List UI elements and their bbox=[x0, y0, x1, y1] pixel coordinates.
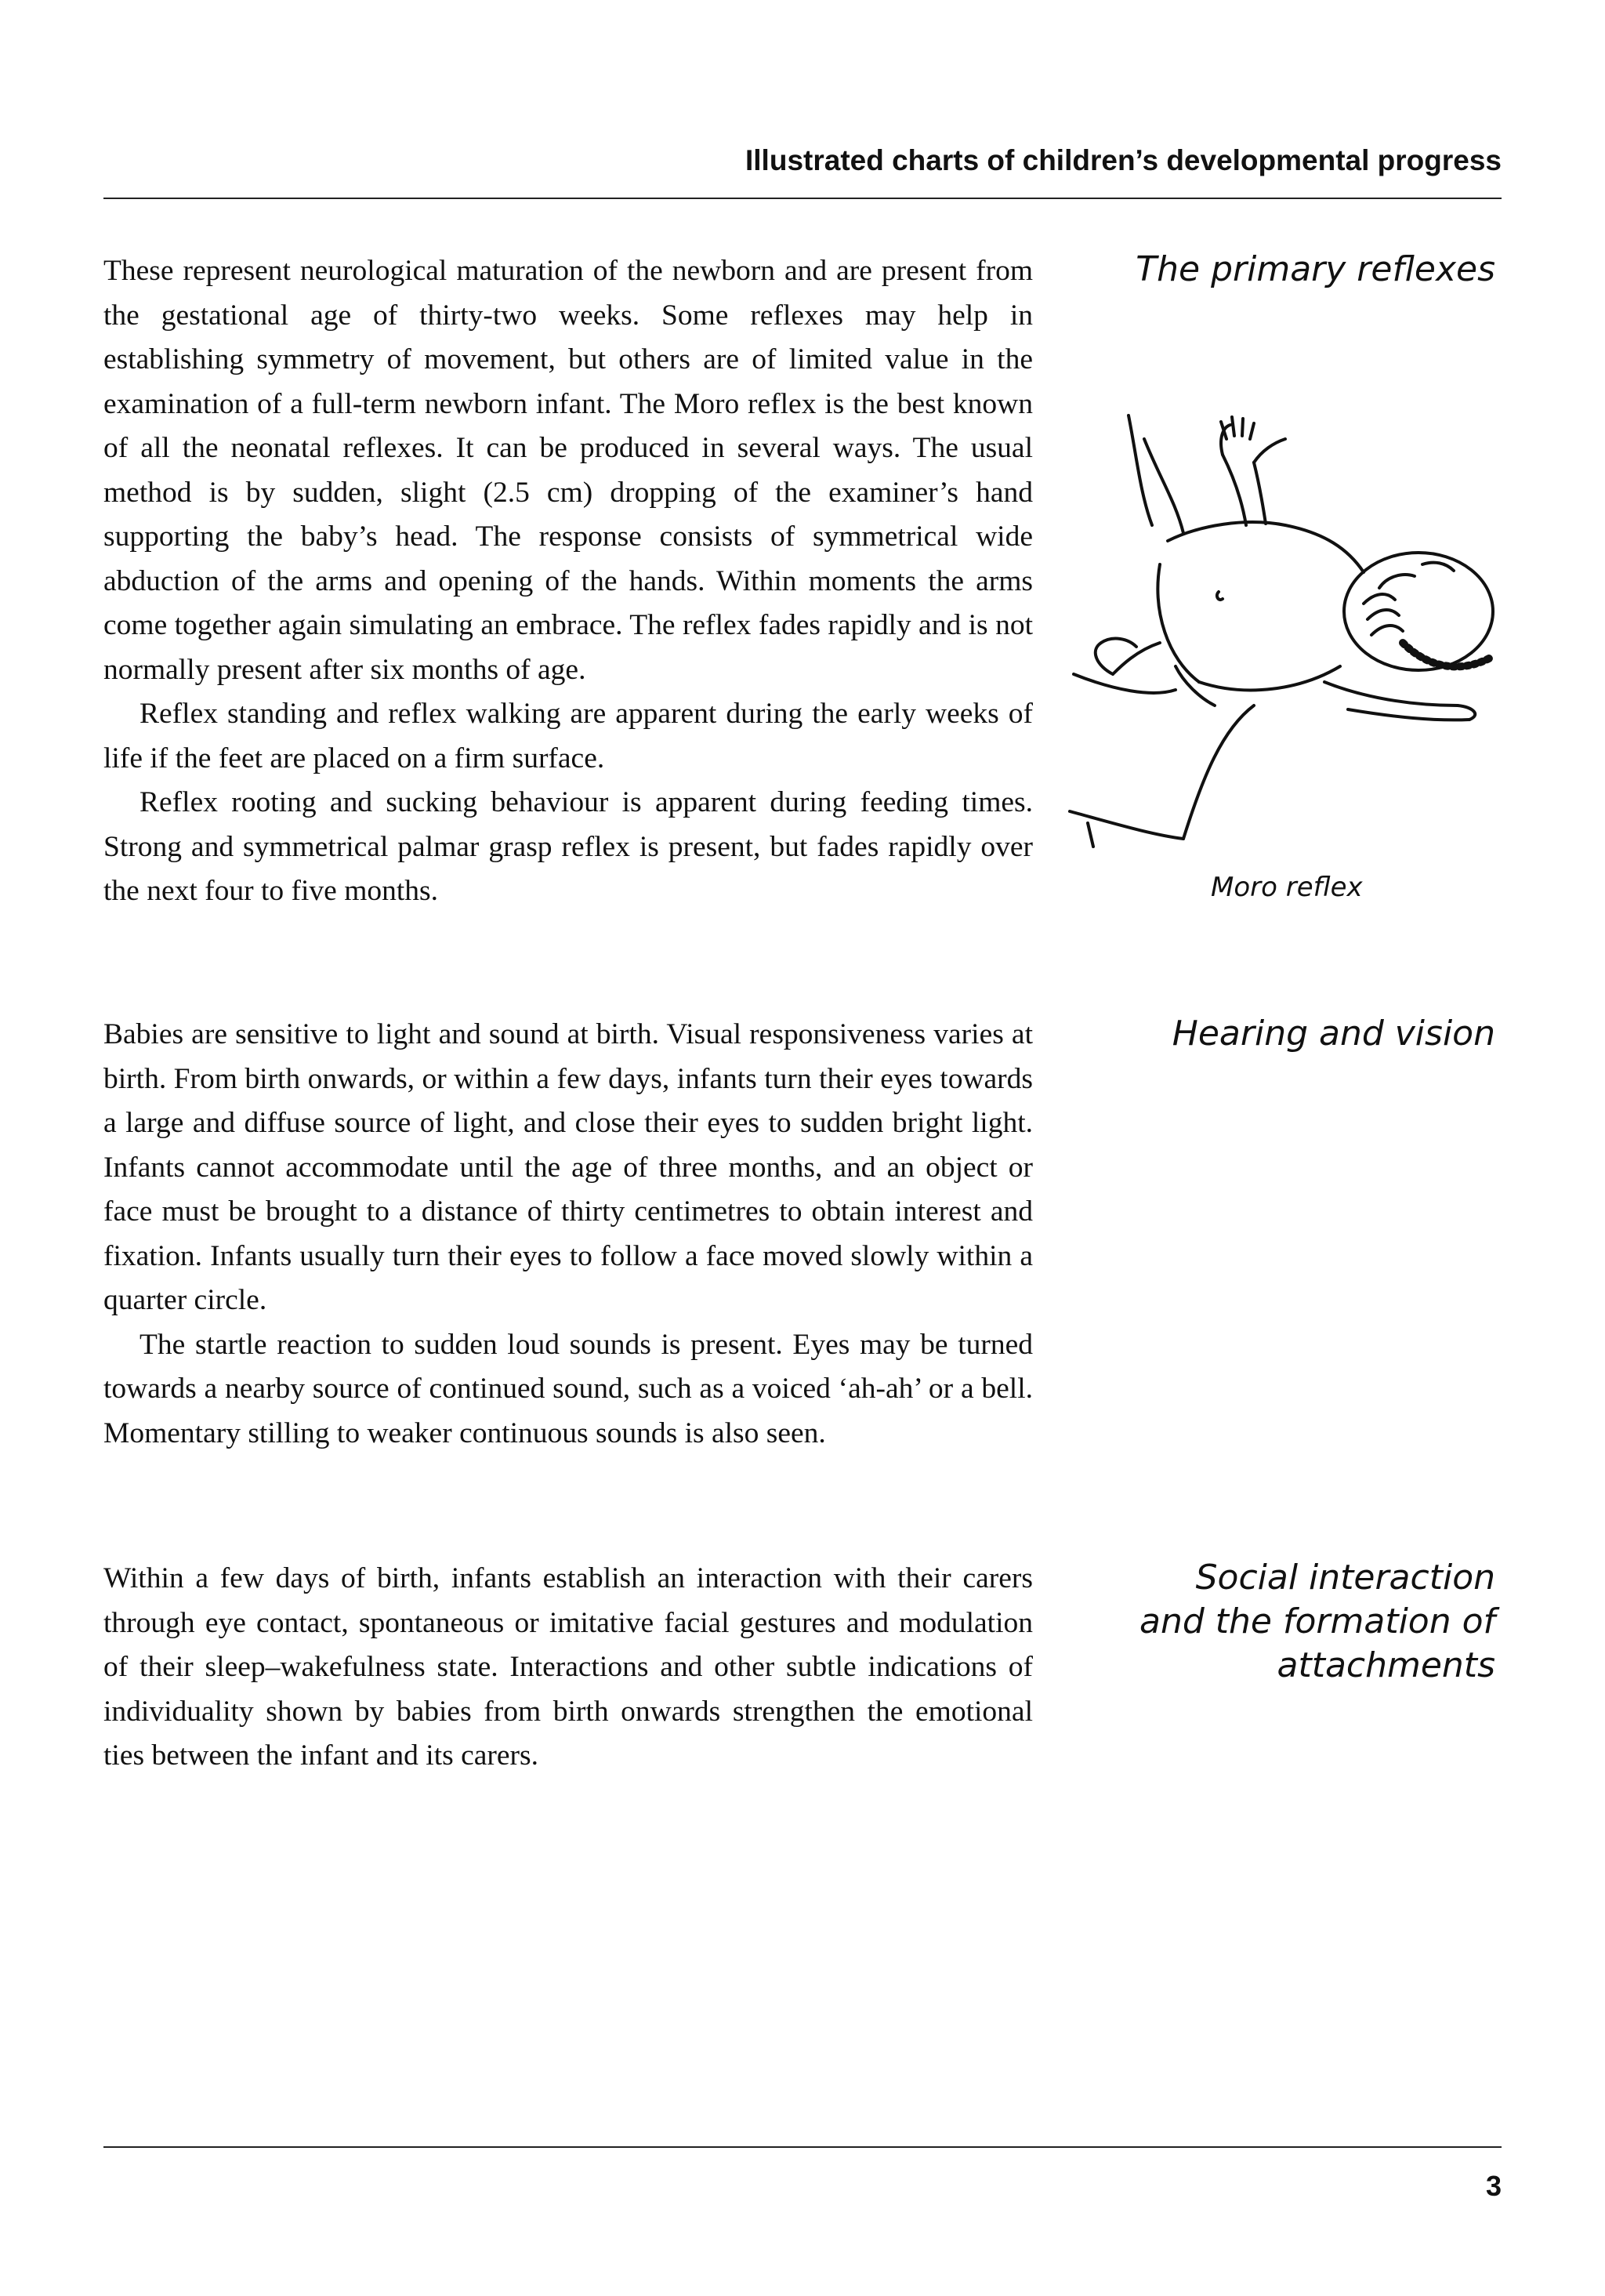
section-body-hearing-vision bbox=[103, 1013, 1033, 1456]
section-heading-primary-reflexes: The primary reflexes bbox=[1136, 249, 1495, 289]
heading-line: and the formation of bbox=[1139, 1601, 1495, 1641]
footer-rule bbox=[103, 2146, 1502, 2148]
section-body-primary-reflexes bbox=[103, 249, 1033, 914]
section-heading-hearing-vision: Hearing and vision bbox=[1172, 1014, 1495, 1054]
paragraph: These represent neurological maturation of the newborn and are present from the gestational age of thirty-two weeks. Some reflexes may help in establishing symmetry of movement, but others are of limited value in the examination of a full-term newborn infant. The Moro reflex is the best known of all the neonatal reflexes. It can be produced in several ways. The usual method is by sudden, slight (2.5 cm) dropping of the examiner’s hand supporting the baby’s head. The response consists of symmetrical wide abduction of the arms and opening of the hands. Within moments the arms come together again simulating an embrace. The reflex fades rapidly and is not normally present after six months of age. bbox=[103, 255, 1033, 686]
paragraph: Reflex rooting and sucking behaviour is apparent during feeding times. Strong and symmetrical palmar grasp reflex is present, but fades rapidly over the next four to five months. bbox=[103, 786, 1033, 907]
paragraph: The startle reaction to sudden loud sounds is present. Eyes may be turned towards a nearby source of continued sound, such as a voiced ‘ah-ah’ or a bell. Momentary stilling to weaker continuous sounds is also seen. bbox=[103, 1328, 1033, 1449]
paragraph: Reflex standing and reflex walking are apparent during the early weeks of life if the feet are placed on a firm surface. bbox=[103, 698, 1033, 774]
paragraph: Babies are sensitive to light and sound at birth. Visual responsiveness varies at birth. From birth onwards, or within a few days, infants turn their eyes towards a large and diffuse source of light, and close their eyes to sudden bright light. Infants cannot accommodate until the age of three months, and an object or face must be brought to a distance of thirty centimetres to obtain interest and fixation. Infants usually turn their eyes to follow a face moved slowly within a quarter circle. bbox=[103, 1018, 1033, 1316]
heading-line: Social interaction bbox=[1195, 1558, 1495, 1598]
section-heading-social-interaction bbox=[1088, 1556, 1495, 1688]
paragraph: Within a few days of birth, infants establish an interaction with their carers through eye contact, spontaneous or imitative facial gestures and modulation of their sleep–wakefulness state. Interactions and other subtle indications of individuality shown by babies from birth onwards strengthen the emotional ties between the infant and its carers. bbox=[103, 1562, 1033, 1772]
moro-reflex-illustration bbox=[1066, 408, 1505, 854]
section-body-social-interaction bbox=[103, 1557, 1033, 1779]
heading-line: attachments bbox=[1277, 1645, 1495, 1685]
running-header: Illustrated charts of children’s developmental progress bbox=[745, 144, 1502, 176]
header-rule bbox=[103, 198, 1502, 199]
figure-caption: Moro reflex bbox=[1211, 872, 1363, 903]
page-number: 3 bbox=[1485, 2170, 1502, 2202]
